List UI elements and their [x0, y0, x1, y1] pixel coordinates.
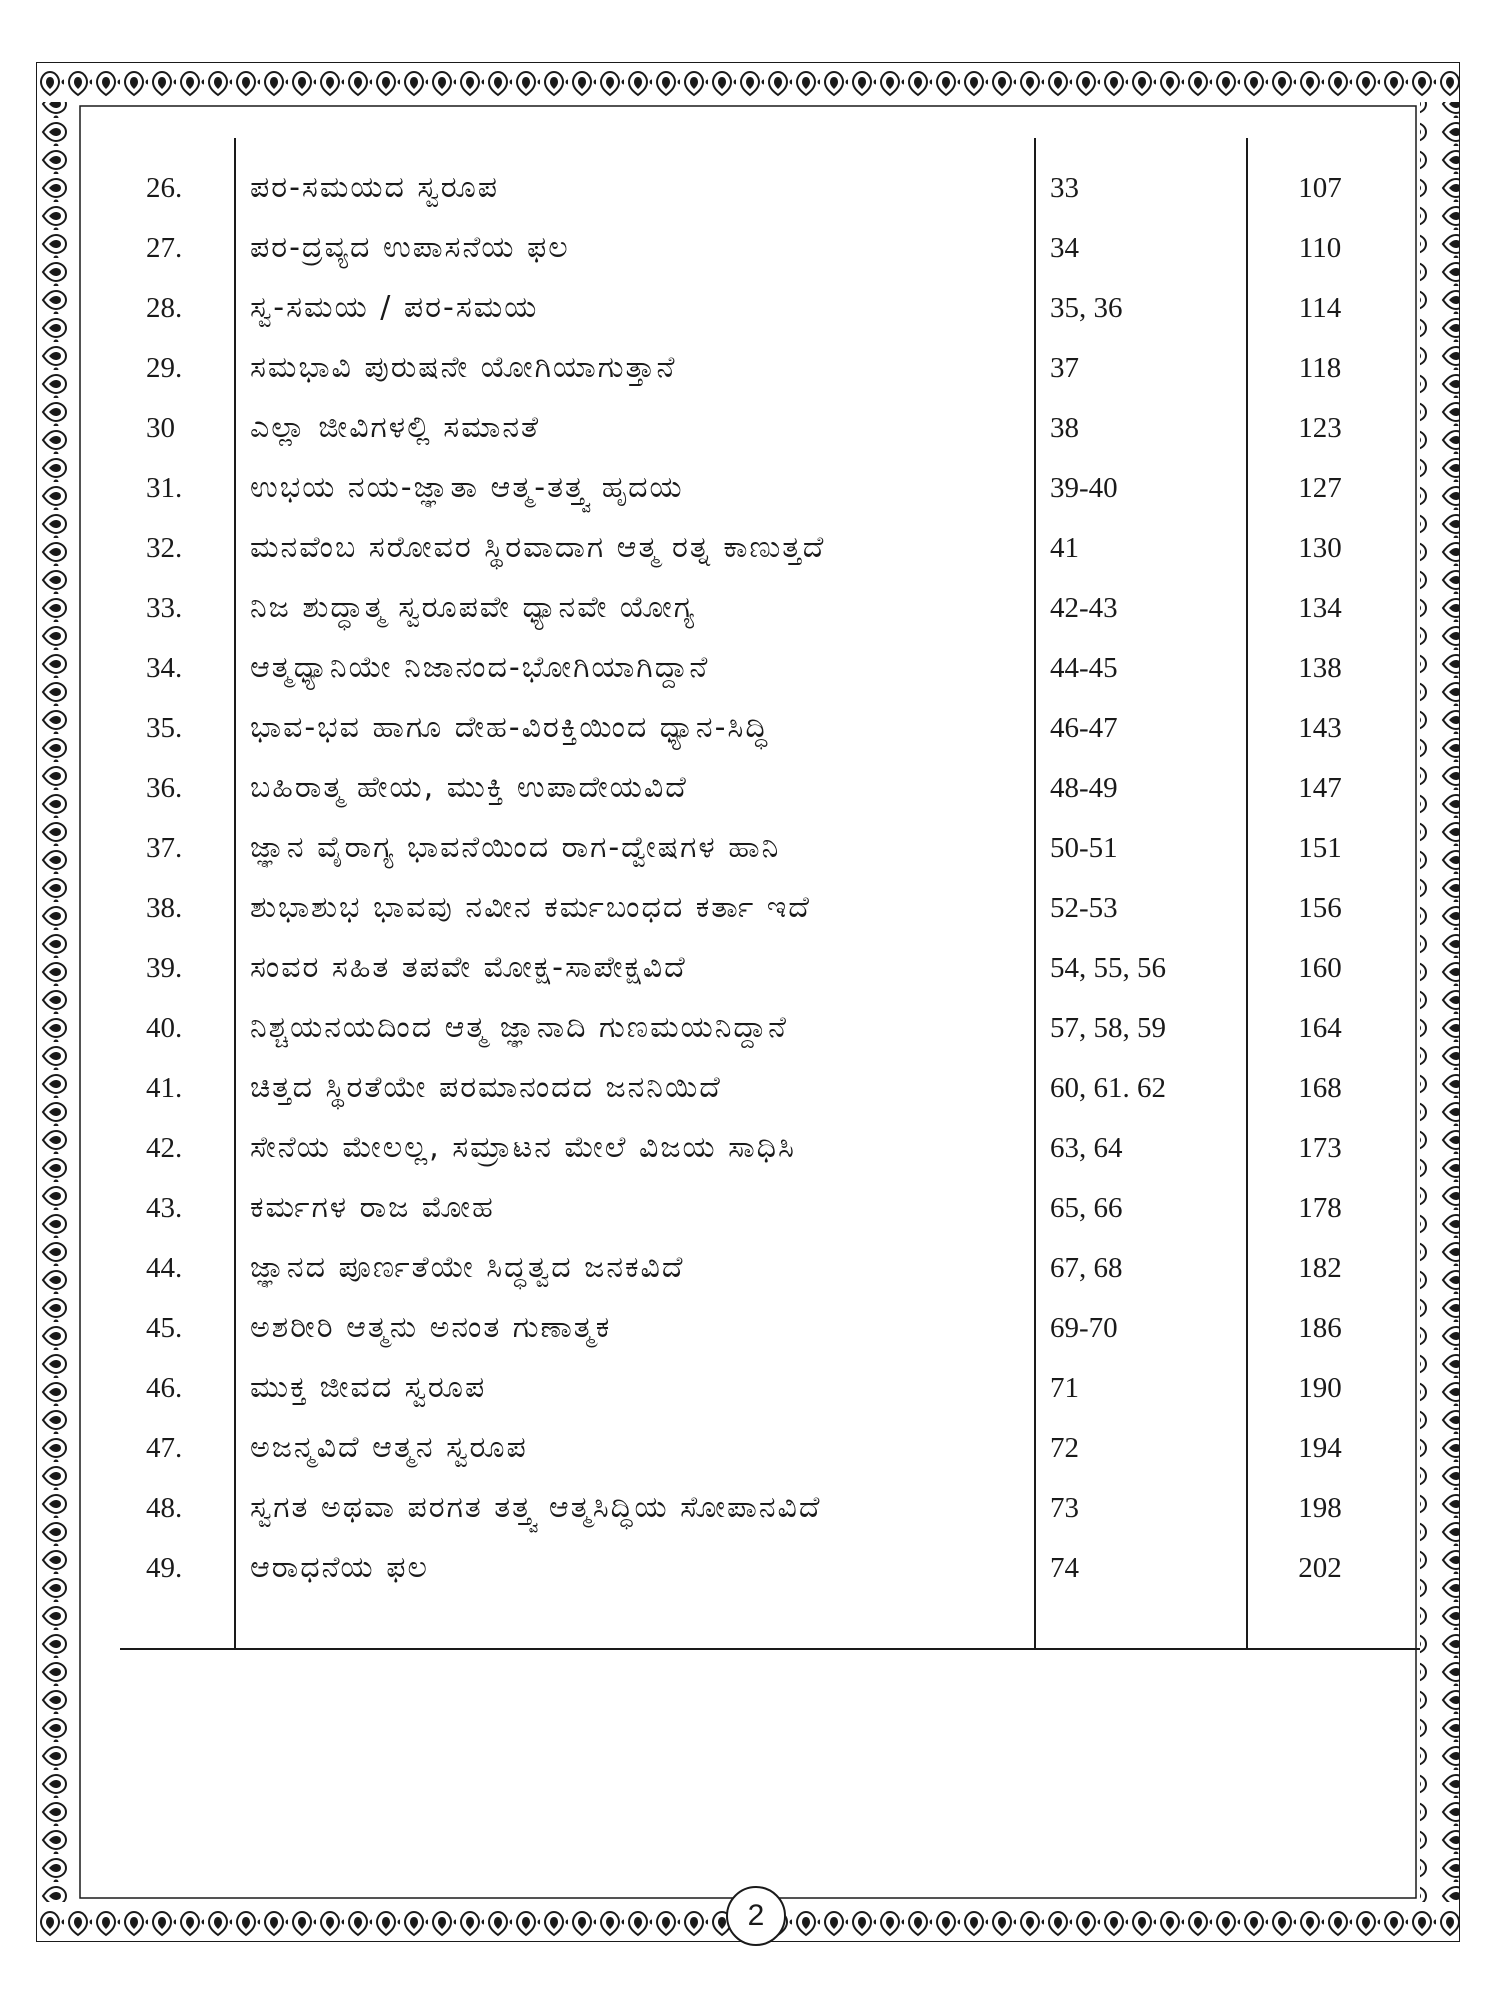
- row-verses: 73: [1050, 1492, 1079, 1524]
- table-row: [120, 1058, 1420, 1118]
- table-row: [120, 1298, 1420, 1358]
- row-verses: 74: [1050, 1552, 1079, 1584]
- row-page: 123: [1298, 412, 1342, 444]
- row-title: ಉಭಯ ನಯ-ಜ್ಞಾತಾ ಆತ್ಮ-ತತ್ತ್ವ ಹೃದಯ: [250, 470, 684, 505]
- row-verses: 63, 64: [1050, 1132, 1123, 1164]
- row-title: ಸ್ವ-ಸಮಯ / ಪರ-ಸಮಯ: [250, 290, 539, 325]
- row-title: ಮನವೆಂಬ ಸರೋವರ ಸ್ಥಿರವಾದಾಗ ಆತ್ಮ ರತ್ನ ಕಾಣುತ್ತದೆ: [250, 530, 826, 565]
- row-verses: 42-43: [1050, 592, 1118, 624]
- row-page: 107: [1298, 172, 1342, 204]
- row-verses: 33: [1050, 172, 1079, 204]
- table-row: [120, 578, 1420, 638]
- row-number: 40.: [146, 1012, 183, 1044]
- row-number: 44.: [146, 1252, 183, 1284]
- row-verses: 69-70: [1050, 1312, 1118, 1344]
- row-number: 48.: [146, 1492, 183, 1524]
- row-page: 194: [1298, 1432, 1342, 1464]
- row-page: 186: [1298, 1312, 1342, 1344]
- table-row: [120, 758, 1420, 818]
- row-number: 36.: [146, 772, 183, 804]
- row-number: 37.: [146, 832, 183, 864]
- row-verses: 44-45: [1050, 652, 1118, 684]
- table-row: [120, 398, 1420, 458]
- row-title: ನಿಜ ಶುದ್ಧಾತ್ಮ ಸ್ವರೂಪವೇ ಧ್ಯಾನವೇ ಯೋಗ್ಯ: [250, 590, 697, 625]
- row-number: 45.: [146, 1312, 183, 1344]
- row-number: 33.: [146, 592, 183, 624]
- table-row: [120, 1418, 1420, 1478]
- table-row: [120, 1178, 1420, 1238]
- row-title: ನಿಶ್ಚಯನಯದಿಂದ ಆತ್ಮ ಜ್ಞಾನಾದಿ ಗುಣಮಯನಿದ್ದಾನೆ: [250, 1010, 788, 1045]
- table-row: [120, 458, 1420, 518]
- row-title: ಅಜನ್ಮವಿದೆ ಆತ್ಮನ ಸ್ವರೂಪ: [250, 1430, 528, 1465]
- table-row: [120, 998, 1420, 1058]
- row-number: 38.: [146, 892, 183, 924]
- table-row: [120, 218, 1420, 278]
- table-row: [120, 1358, 1420, 1418]
- table-of-contents: [120, 138, 1420, 1658]
- table-row: [120, 938, 1420, 998]
- row-number: 43.: [146, 1192, 183, 1224]
- row-title: ಪರ-ಸಮಯದ ಸ್ವರೂಪ: [250, 170, 499, 205]
- row-verses: 37: [1050, 352, 1079, 384]
- row-title: ಸೇನೆಯ ಮೇಲಲ್ಲ, ಸಮ್ರಾಟನ ಮೇಲೆ ವಿಜಯ ಸಾಧಿಸಿ: [250, 1130, 796, 1165]
- row-page: 202: [1298, 1552, 1342, 1584]
- row-number: 26.: [146, 172, 183, 204]
- row-title: ಬಹಿರಾತ್ಮ ಹೇಯ, ಮುಕ್ತಿ ಉಪಾದೇಯವಿದೆ: [250, 770, 688, 805]
- table-row: [120, 1238, 1420, 1298]
- row-verses: 71: [1050, 1372, 1079, 1404]
- row-verses: 50-51: [1050, 832, 1118, 864]
- page-number: 2: [726, 1886, 786, 1946]
- row-number: 28.: [146, 292, 183, 324]
- row-title: ಸ್ವಗತ ಅಥವಾ ಪರಗತ ತತ್ತ್ವ ಆತ್ಮಸಿದ್ಧಿಯ ಸೋಪಾನವಿದೆ: [250, 1490, 822, 1525]
- row-verses: 41: [1050, 532, 1079, 564]
- row-page: 173: [1298, 1132, 1342, 1164]
- table-row: [120, 1478, 1420, 1538]
- table-row: [120, 1538, 1420, 1598]
- row-page: 168: [1298, 1072, 1342, 1104]
- row-title: ಚಿತ್ತದ ಸ್ಥಿರತೆಯೇ ಪರಮಾನಂದದ ಜನನಿಯಿದೆ: [250, 1070, 722, 1105]
- row-page: 182: [1298, 1252, 1342, 1284]
- table-row: [120, 278, 1420, 338]
- row-number: 41.: [146, 1072, 183, 1104]
- row-number: 30: [146, 412, 175, 444]
- row-verses: 54, 55, 56: [1050, 952, 1166, 984]
- row-title: ಪರ-ದ್ರವ್ಯದ ಉಪಾಸನೆಯ ಫಲ: [250, 230, 570, 265]
- row-number: 39.: [146, 952, 183, 984]
- row-number: 42.: [146, 1132, 183, 1164]
- row-verses: 38: [1050, 412, 1079, 444]
- row-verses: 65, 66: [1050, 1192, 1123, 1224]
- table-row: [120, 698, 1420, 758]
- row-number: 31.: [146, 472, 183, 504]
- row-number: 29.: [146, 352, 183, 384]
- row-verses: 48-49: [1050, 772, 1118, 804]
- row-title: ಸಂವರ ಸಹಿತ ತಪವೇ ಮೋಕ್ಷ-ಸಾಪೇಕ್ಷವಿದೆ: [250, 950, 687, 985]
- row-verses: 52-53: [1050, 892, 1118, 924]
- table-row: [120, 818, 1420, 878]
- row-page: 130: [1298, 532, 1342, 564]
- row-verses: 46-47: [1050, 712, 1118, 744]
- row-page: 138: [1298, 652, 1342, 684]
- row-number: 32.: [146, 532, 183, 564]
- row-verses: 39-40: [1050, 472, 1118, 504]
- table-row: [120, 158, 1420, 218]
- row-verses: 57, 58, 59: [1050, 1012, 1166, 1044]
- row-page: 143: [1298, 712, 1342, 744]
- row-title: ಮುಕ್ತ ಜೀವದ ಸ್ವರೂಪ: [250, 1370, 487, 1405]
- row-number: 46.: [146, 1372, 183, 1404]
- row-title: ಆರಾಧನೆಯ ಫಲ: [250, 1550, 429, 1585]
- row-page: 118: [1298, 352, 1342, 384]
- row-verses: 67, 68: [1050, 1252, 1123, 1284]
- row-page: 110: [1298, 232, 1342, 264]
- row-verses: 72: [1050, 1432, 1079, 1464]
- row-page: 127: [1298, 472, 1342, 504]
- row-title: ಎಲ್ಲಾ ಜೀವಿಗಳಲ್ಲಿ ಸಮಾನತೆ: [250, 410, 541, 445]
- row-number: 34.: [146, 652, 183, 684]
- row-page: 164: [1298, 1012, 1342, 1044]
- table-row: [120, 518, 1420, 578]
- row-verses: 34: [1050, 232, 1079, 264]
- row-title: ಜ್ಞಾನ ವೈರಾಗ್ಯ ಭಾವನೆಯಿಂದ ರಾಗ-ದ್ವೇಷಗಳ ಹಾನಿ: [250, 830, 781, 865]
- row-page: 151: [1298, 832, 1342, 864]
- row-title: ಜ್ಞಾನದ ಪೂರ್ಣತೆಯೇ ಸಿದ್ಧತ್ವದ ಜನಕವಿದೆ: [250, 1250, 685, 1285]
- row-verses: 35, 36: [1050, 292, 1123, 324]
- row-title: ಶುಭಾಶುಭ ಭಾವವು ನವೀನ ಕರ್ಮಬಂಧದ ಕರ್ತಾ ಇದೆ: [250, 890, 811, 925]
- row-title: ಅಶರೀರಿ ಆತ್ಮನು ಅನಂತ ಗುಣಾತ್ಮಕ: [250, 1310, 612, 1345]
- row-page: 178: [1298, 1192, 1342, 1224]
- row-page: 198: [1298, 1492, 1342, 1524]
- table-bottom-rule: [120, 1648, 1420, 1650]
- table-row: [120, 338, 1420, 398]
- table-row: [120, 1118, 1420, 1178]
- table-row: [120, 638, 1420, 698]
- row-number: 35.: [146, 712, 183, 744]
- row-page: 160: [1298, 952, 1342, 984]
- row-page: 190: [1298, 1372, 1342, 1404]
- row-title: ಭಾವ-ಭವ ಹಾಗೂ ದೇಹ-ವಿರಕ್ತಿಯಿಂದ ಧ್ಯಾನ-ಸಿದ್ಧಿ: [250, 710, 770, 745]
- row-page: 134: [1298, 592, 1342, 624]
- row-title: ಸಮಭಾವಿ ಪುರುಷನೇ ಯೋಗಿಯಾಗುತ್ತಾನೆ: [250, 350, 677, 385]
- row-title: ಕರ್ಮಗಳ ರಾಜ ಮೋಹ: [250, 1190, 495, 1225]
- row-page: 156: [1298, 892, 1342, 924]
- row-number: 27.: [146, 232, 183, 264]
- row-number: 49.: [146, 1552, 183, 1584]
- row-page: 114: [1298, 292, 1342, 324]
- row-verses: 60, 61. 62: [1050, 1072, 1166, 1104]
- row-title: ಆತ್ಮಧ್ಯಾನಿಯೇ ನಿಜಾನಂದ-ಭೋಗಿಯಾಗಿದ್ದಾನೆ: [250, 650, 710, 685]
- row-page: 147: [1298, 772, 1342, 804]
- row-number: 47.: [146, 1432, 183, 1464]
- table-row: [120, 878, 1420, 938]
